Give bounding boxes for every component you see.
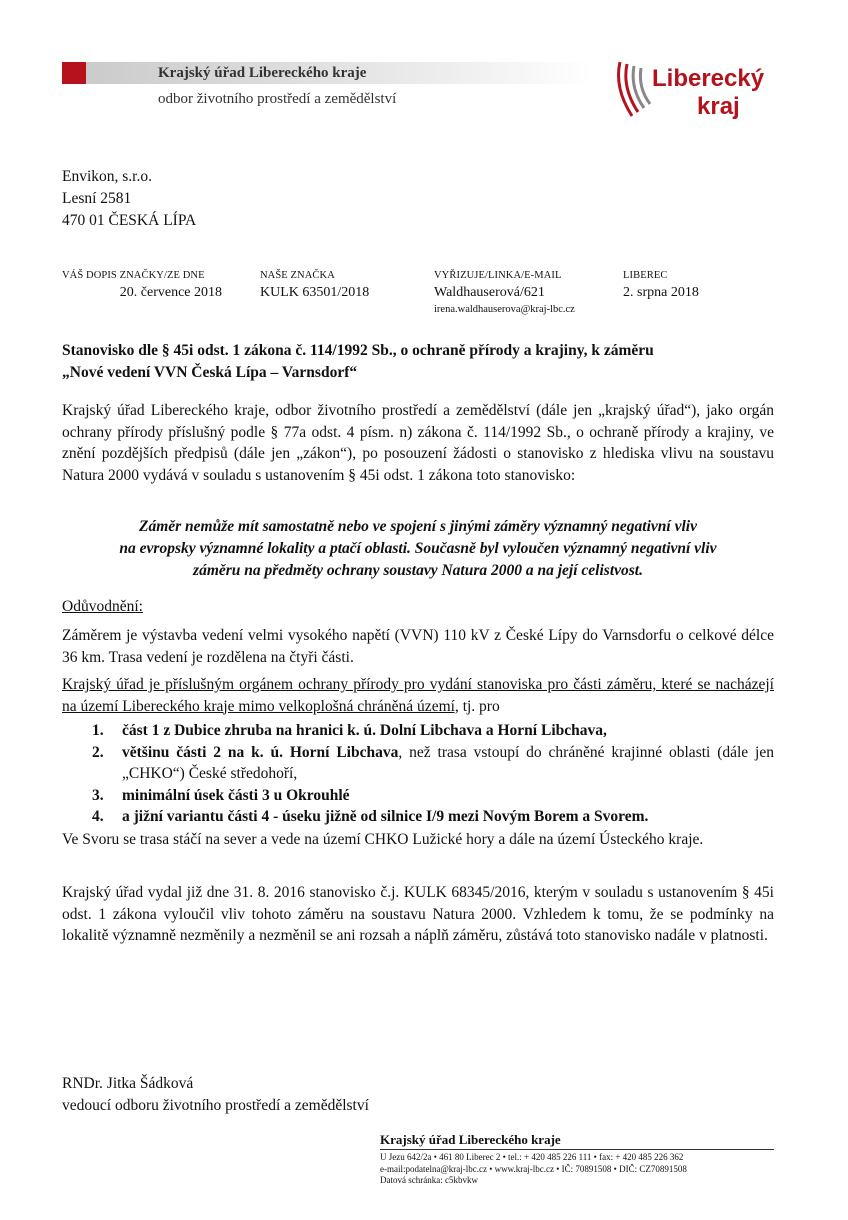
sections-list <box>92 720 774 828</box>
footer-divider <box>380 1149 774 1150</box>
your-ref-value: 20. července 2018 <box>119 285 222 300</box>
your-ref-label: VÁŠ DOPIS ZNAČKY/ZE DNE <box>62 270 205 281</box>
liberecky-kraj-logo <box>612 58 772 128</box>
footer-contacts: e-mail:podatelna@kraj-lbc.cz • www.kraj-lbc.cz • IČ: 70891508 • DIČ: CZ70891508 <box>380 1163 687 1174</box>
our-ref-value: KULK 63501/2018 <box>260 285 370 300</box>
verdict-line-1: Záměr nemůže mít samostatně nebo ve spojení s jinými záměry významný negativní vliv <box>139 518 697 535</box>
contact-label: VYŘIZUJE/LINKA/E-MAIL <box>434 270 562 281</box>
recipient-city: 470 01 ČESKÁ LÍPA <box>62 212 197 229</box>
footer-databox: Datová schránka: c5kbvkw <box>380 1175 478 1185</box>
signatory-role: vedoucí odboru životního prostředí a zemědělství <box>62 1097 369 1114</box>
recipient-street: Lesní 2581 <box>62 190 132 207</box>
verdict-statement <box>62 516 774 582</box>
reasoning-paragraph-3: Ve Svoru se trasa stáčí na sever a vede na území CHKO Lužické hory a dále na území Ústeckého kraje. <box>62 831 704 848</box>
list-item: 2. většinu části 2 na k. ú. Horní Libchava, než trasa vstoupí do chráněné krajinné oblasti (dále jen „CHKO“) České středohoří, <box>92 743 774 782</box>
signature-block <box>62 1073 369 1117</box>
list-item: 3. minimální úsek části 3 u Okrouhlé <box>92 786 350 804</box>
footer-title: Krajský úřad Libereckého kraje <box>380 1132 561 1147</box>
our-ref-label: NAŠE ZNAČKA <box>260 270 335 281</box>
place-date: 2. srpna 2018 <box>623 285 699 300</box>
office-title: Krajský úřad Libereckého kraje <box>158 65 367 81</box>
recipient-name: Envikon, s.r.o. <box>62 168 152 185</box>
reasoning-paragraph-4: Krajský úřad vydal již dne 31. 8. 2016 stanovisko č.j. KULK 68345/2016, kterým v souladu s ustanovením § 45i odst. 1 zákona vyloučil vliv tohoto záměru na soustavu Natura 2000. Vzhledem k tomu, že se podmínky na lokalitě významně nezměnily a nezměnil se ani rozsah a náplň záměru, zůstává toto stanovisko nadále v platnosti. <box>62 884 774 944</box>
recipient-address <box>62 166 196 232</box>
subject-line-1: Stanovisko dle § 45i odst. 1 zákona č. 114/1992 Sb., o ochraně přírody a krajiny, k záměru <box>62 342 654 359</box>
reasoning-heading: Odůvodnění: <box>62 598 143 615</box>
subject-line-2: „Nové vedení VVN Česká Lípa – Varnsdorf“ <box>62 364 358 381</box>
signatory-name: RNDr. Jitka Šádková <box>62 1075 194 1092</box>
verdict-line-2: na evropsky významné lokality a ptačí oblasti. Současně byl vyloučen významný negativní vliv <box>119 540 717 557</box>
footer-address: U Jezu 642/2a • 461 80 Liberec 2 • tel.: + 420 485 226 111 • fax: + 420 485 226 362 <box>380 1152 684 1162</box>
footer <box>380 1132 774 1187</box>
competence-statement: Krajský úřad je příslušným orgánem ochrany přírody pro vydání stanoviska pro části záměru, které se nacházejí na území Libereckého kraje mimo velkoplošná chráněná území, <box>62 676 774 715</box>
letter-subject <box>62 340 774 384</box>
intro-paragraph: Krajský úřad Libereckého kraje, odbor životního prostředí a zemědělství (dále jen „krajský úřad“), jako orgán ochrany přírody příslušný podle § 77a odst. 4 písm. n) zákona č. 114/1992 Sb., o ochraně přírody a krajiny, ve znění pozdějších předpisů (dále jen „zákon“), po posouzení žádosti o stanovisko z hlediska vlivu na soustavu Natura 2000 vydává v souladu s ustanovením § 45i odst. 1 zákona toto stanovisko: <box>62 402 774 484</box>
header-accent-block <box>62 62 86 84</box>
list-item: 4. a jižní variantu části 4 - úseku jižně od silnice I/9 mezi Novým Borem a Svorem. <box>92 808 649 825</box>
verdict-line-3: záměru na předměty ochrany soustavy Natura 2000 a na její celistvost. <box>193 562 643 579</box>
contact-value: Waldhauserová/621 <box>434 285 545 300</box>
logo-text-line2: kraj <box>697 93 740 120</box>
meta-place-date <box>623 267 699 301</box>
meta-our-ref <box>260 267 369 301</box>
reasoning-paragraph-1: Záměrem je výstavba vedení velmi vysokého napětí (VVN) 110 kV z České Lípy do Varnsdorfu o celkové délce 36 km. Trasa vedení je rozdělena na čtyři části. <box>62 627 774 666</box>
place-label: LIBEREC <box>623 270 668 281</box>
meta-your-ref <box>62 267 222 301</box>
logo-text-line1: Liberecký <box>652 65 765 92</box>
competence-tail: tj. pro <box>458 697 500 715</box>
contact-email: irena.waldhauserova@kraj-lbc.cz <box>434 304 575 315</box>
reasoning-paragraph-2 <box>62 674 774 717</box>
meta-contact <box>434 267 575 318</box>
list-item: 1. část 1 z Dubice zhruba na hranici k. ú. Dolní Libchava a Horní Libchava, <box>92 722 607 739</box>
department-name: odbor životního prostředí a zemědělství <box>158 91 397 107</box>
